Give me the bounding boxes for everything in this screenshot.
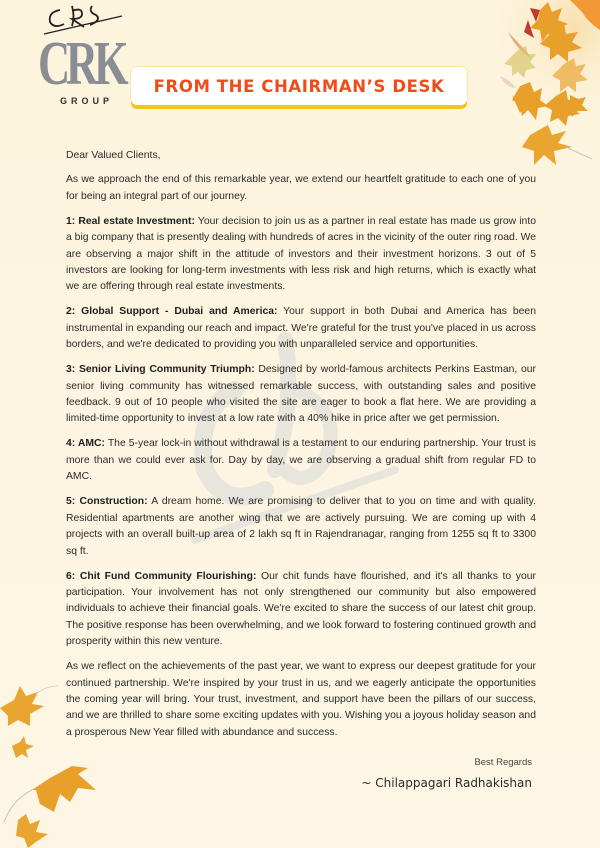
section-real-estate <box>66 214 536 296</box>
section-heading: 5: Construction: <box>66 496 148 508</box>
section-text: Designed by world-famous architects Perkins Eastman, our senior living community has witnessed remarkable success, with outstanding sales and positive feedback. 9 out of 10 people who visited the site are eager to book a flat here. We are providing a limited-time opportunity to invest at a low rate with a 40% hike in price after we get permission. <box>66 364 537 425</box>
section-text: Your support in both Dubai and America has been instrumental in expanding our reach and impact. We're grateful for the trust you've placed in us across borders, and we're dedicated to providing you with unparalleled service and opportunities. <box>66 306 536 351</box>
logo-mark: CRK <box>38 30 125 98</box>
sign-off: Best Regards <box>474 757 532 768</box>
section-global-support <box>66 304 536 353</box>
section-heading: 2: Global Support - Dubai and America: <box>66 306 278 318</box>
section-heading: 6: Chit Fund Community Flourishing: <box>66 570 257 582</box>
section-text: The 5-year lock-in without withdrawal is a testament to our enduring partnership. Your trust is more than we could ever ask for. Day by day, we are observing a gradual shift from regular FD to AMC. <box>66 438 536 483</box>
greeting: Dear Valued Clients, <box>66 150 161 161</box>
letter-body <box>66 148 536 750</box>
signatory-name: ~ Chilappagari Radhakishan <box>361 776 532 790</box>
header-banner <box>131 67 467 105</box>
crk-group-logo <box>36 30 128 112</box>
section-senior-living <box>66 362 536 428</box>
letter-closing <box>361 757 532 790</box>
section-heading: 4: AMC: <box>66 438 105 450</box>
section-heading: 1: Real estate Investment: <box>66 215 195 227</box>
intro-paragraph: As we approach the end of this remarkable year, we extend our heartfelt gratitude to each one of you for being an integral part of our journey. <box>66 174 536 202</box>
section-chit-fund <box>66 569 536 651</box>
conclusion-paragraph: As we reflect on the achievements of the past year, we want to express our deepest gratitude for your continued partnership. We're inspired by your trust in us, and we eagerly anticipate the opportunities the coming year will bring. Your trust, investment, and support have been the pillars of our success, and we are thrilled to share some exciting updates with you. Wishing you a joyous holiday season and a prosperous New Year filled with abundance and success. <box>66 661 536 738</box>
section-heading: 3: Senior Living Community Triumph: <box>66 364 255 376</box>
logo-subtitle: GROUP <box>60 96 114 106</box>
section-text: A dream home. We are promising to deliver that to you on time and with quality. Residential apartments are another wing that we are actively pursuing. We are coming up with 4 projects with an overall built-up area of 2 lakh sq ft in Rajendranagar, ranging from 1255 sq ft to 3300 sq ft. <box>66 496 536 557</box>
section-text: Your decision to join us as a partner in real estate has made us grow into a big company that is presently dealing with hundreds of acres in the vicinity of the outer ring road. We are observing a major shift in the attitude of investors and their investment horizons. 3 out of 5 investors are looking for long-term investments with less risk and high returns, which is exactly what we are offering through real estate investments. <box>66 215 536 293</box>
section-text: Our chit funds have flourished, and it's all thanks to your participation. Your involvement has not only strengthened our community but also empowered individuals to achieve their financial goals. We're excited to share the success of our latest chit group. The positive response has been overwhelming, and we look forward to fostering continued growth and prosperity within this new venture. <box>66 570 536 648</box>
page-title: FROM THE CHAIRMAN’S DESK <box>153 76 445 96</box>
section-amc <box>66 436 536 485</box>
section-construction <box>66 494 536 560</box>
